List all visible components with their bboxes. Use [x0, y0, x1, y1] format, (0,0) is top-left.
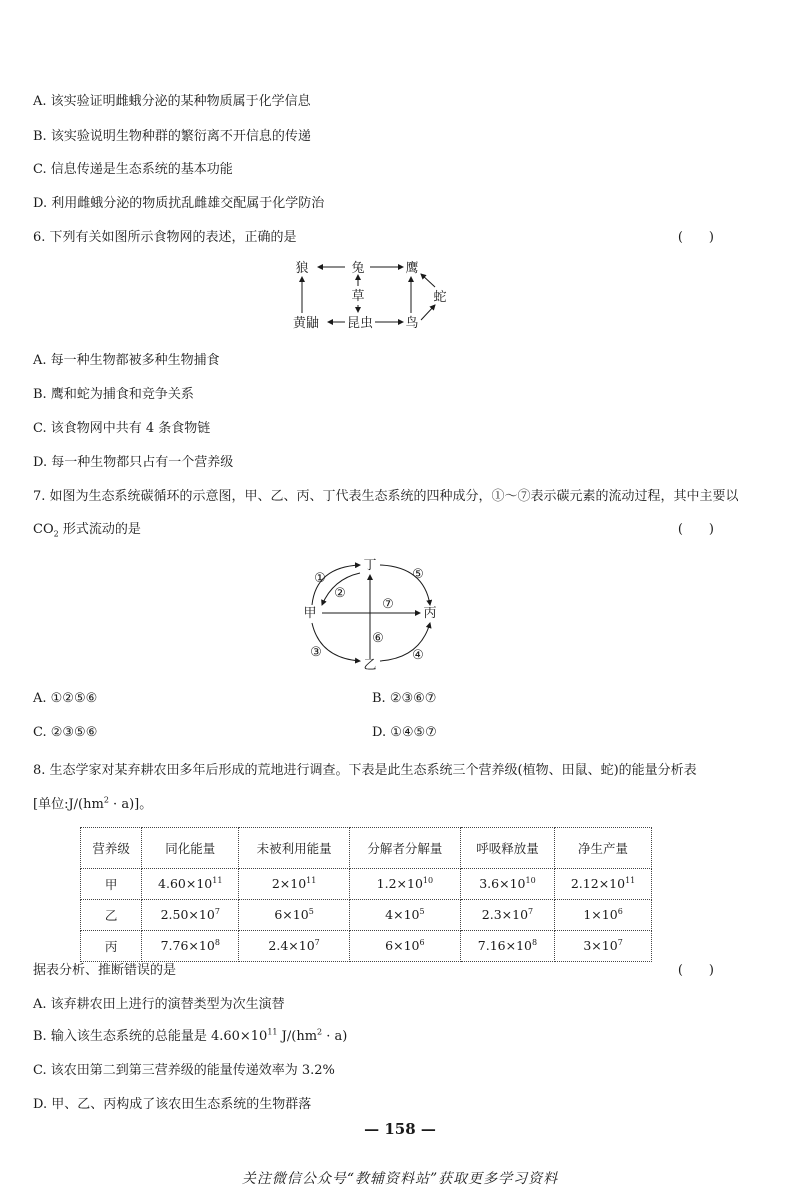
energy-value-cell	[349, 900, 460, 931]
cell-exponent: 5	[419, 907, 425, 917]
label-2: ②	[334, 586, 346, 601]
cell-exponent: 7	[617, 938, 623, 948]
cell-mantissa: 6×10	[385, 938, 420, 954]
node-jia: 甲	[303, 606, 317, 621]
cell-exponent: 8	[532, 938, 538, 948]
cell-mantissa: 2.4×10	[268, 938, 315, 954]
energy-value-cell	[142, 900, 239, 931]
food-web-diagram	[280, 250, 460, 335]
table-row	[81, 900, 652, 931]
energy-value-cell	[460, 931, 554, 962]
cell-exponent: 6	[617, 907, 623, 917]
q7-stem: 7. 如图为生态系统碳循环的示意图，甲、乙、丙、丁代表生态系统的四种成分，①～⑦表示碳元素的流动过程，其中主要以	[33, 489, 739, 504]
q8-question: 据表分析、推断错误的是	[33, 963, 177, 978]
energy-value-cell	[239, 931, 350, 962]
energy-value-cell	[239, 869, 350, 900]
q8-unit	[33, 793, 152, 812]
label-4: ④	[412, 648, 424, 663]
q5-option-b: B. 该实验说明生物种群的繁衍离不开信息的传递	[33, 129, 311, 144]
q8-unit-text: [单位:J/(hm	[33, 797, 104, 812]
footer-note: 关注微信公众号“教辅资料站”获取更多学习资料	[241, 1171, 559, 1187]
cell-text: 丙	[104, 939, 118, 954]
header-decomposed: 分解者分解量	[349, 828, 460, 869]
header-trophic-level: 营养级	[81, 828, 142, 869]
cell-exponent: 10	[422, 876, 434, 886]
cell-mantissa: 7.16×10	[477, 938, 533, 954]
q8-option-b-tail: · a)	[322, 1029, 348, 1044]
cell-mantissa: 7.76×10	[160, 938, 215, 954]
energy-table	[80, 827, 652, 962]
q8-option-b-unit-sup: 2	[317, 1027, 323, 1037]
header-assimilated: 同化能量	[142, 828, 239, 869]
co2-subscript: 2	[53, 529, 59, 539]
cell-exponent: 8	[214, 938, 220, 948]
label-1: ①	[314, 571, 326, 586]
cell-exponent: 7	[314, 938, 320, 948]
energy-value-cell	[349, 869, 460, 900]
q8-option-d: D. 甲、乙、丙构成了该农田生态系统的生物群落	[33, 1097, 312, 1112]
cell-mantissa: 2.3×10	[481, 907, 529, 923]
label-7: ⑦	[382, 597, 394, 612]
energy-value-cell	[349, 931, 460, 962]
q7-option-d: D. ①④⑤⑦	[372, 725, 437, 740]
trophic-level-cell	[81, 900, 142, 931]
energy-value-cell	[460, 900, 554, 931]
cell-text: 甲	[104, 877, 118, 892]
cell-exponent: 11	[306, 876, 317, 886]
q8-unit-tail: · a)]。	[108, 797, 153, 812]
cell-mantissa: 2×10	[271, 876, 307, 892]
node-grass: 草	[351, 289, 365, 304]
cell-mantissa: 6×10	[274, 907, 309, 923]
q8-unit-sup: 2	[103, 795, 109, 805]
cell-exponent: 7	[528, 907, 534, 917]
q6-stem: 6. 下列有关如图所示食物网的表述，正确的是	[33, 230, 297, 245]
energy-value-cell	[460, 869, 554, 900]
cell-exponent: 6	[419, 938, 425, 948]
cell-exponent: 7	[214, 907, 220, 917]
energy-value-cell	[555, 931, 652, 962]
q8-stem: 8. 生态学家对某弃耕农田多年后形成的荒地进行调查。下表是此生态系统三个营养级(植物、田鼠、蛇)的能量分析表	[33, 763, 697, 778]
node-rabbit: 兔	[351, 261, 365, 276]
q8-answer-bracket: ( )	[677, 963, 714, 978]
cell-exponent: 11	[212, 876, 223, 886]
energy-value-cell	[142, 869, 239, 900]
cell-mantissa: 4×10	[385, 907, 420, 923]
q6-option-a: A. 每一种生物都被多种生物捕食	[33, 353, 220, 368]
node-insect: 昆虫	[346, 316, 374, 331]
node-bing: 丙	[423, 606, 437, 621]
q7-stem-line2	[33, 518, 141, 539]
q5-option-a: A. 该实验证明雌蛾分泌的某种物质属于化学信息	[33, 94, 311, 109]
table-row	[81, 869, 652, 900]
q7-answer-bracket: ( )	[677, 522, 714, 537]
q6-option-b: B. 鹰和蛇为捕食和竞争关系	[33, 387, 194, 402]
q6-option-c: C. 该食物网中共有 4 条食物链	[33, 421, 211, 436]
q8-option-c: C. 该农田第二到第三营养级的能量传递效率为 3.2%	[33, 1063, 335, 1078]
q8-option-b-text: B. 输入该生态系统的总能量是 4.60×10	[33, 1029, 268, 1044]
cell-mantissa: 2.50×10	[160, 907, 215, 923]
table-row	[81, 931, 652, 962]
cell-mantissa: 1.2×10	[376, 876, 423, 892]
cell-mantissa: 2.12×10	[570, 876, 626, 892]
q8-option-b-unit: J/(hm	[277, 1029, 318, 1044]
cell-mantissa: 1×10	[583, 907, 618, 923]
label-6: ⑥	[372, 631, 384, 646]
node-bird: 鸟	[405, 316, 419, 331]
node-wolf: 狼	[295, 261, 309, 276]
trophic-level-cell	[81, 869, 142, 900]
q7-option-a: A. ①②⑤⑥	[33, 691, 98, 706]
arrow-bird-snake	[421, 305, 435, 320]
q5-option-c: C. 信息传递是生态系统的基本功能	[33, 162, 233, 177]
q6-option-d: D. 每一种生物都只占有一个营养级	[33, 455, 234, 470]
node-eagle: 鹰	[405, 261, 419, 276]
header-respiration: 呼吸释放量	[460, 828, 554, 869]
cell-mantissa: 3.6×10	[479, 876, 526, 892]
q6-answer-bracket: ( )	[677, 230, 714, 245]
label-5: ⑤	[412, 567, 424, 582]
trophic-level-cell	[81, 931, 142, 962]
page-number: — 158 —	[364, 1120, 436, 1138]
node-ding: 丁	[363, 558, 377, 573]
node-oriole: 黄鼬	[292, 316, 320, 331]
q8-option-b	[33, 1025, 347, 1044]
label-3: ③	[310, 645, 322, 660]
cell-exponent: 10	[525, 876, 536, 886]
q7-option-c: C. ②③⑤⑥	[33, 725, 98, 740]
arrow-snake-eagle	[421, 274, 435, 287]
header-unused: 未被利用能量	[239, 828, 350, 869]
energy-value-cell	[555, 900, 652, 931]
energy-value-cell	[142, 931, 239, 962]
q7-stem-tail: 形式流动的是	[58, 522, 141, 537]
q8-option-a: A. 该弃耕农田上进行的演替类型为次生演替	[33, 997, 285, 1012]
co2-formula: CO	[33, 522, 54, 537]
table-header-row	[81, 828, 652, 869]
cell-mantissa: 3×10	[583, 938, 618, 954]
carbon-cycle-diagram	[298, 555, 448, 670]
q7-option-b: B. ②③⑥⑦	[372, 691, 437, 706]
energy-value-cell	[239, 900, 350, 931]
q8-option-b-exp: 11	[267, 1027, 278, 1037]
cell-exponent: 5	[308, 907, 314, 917]
cell-exponent: 11	[625, 876, 636, 886]
cell-text: 乙	[104, 908, 118, 923]
node-snake: 蛇	[433, 290, 447, 305]
cell-mantissa: 4.60×10	[158, 876, 213, 892]
q5-option-d: D. 利用雌蛾分泌的物质扰乱雌雄交配属于化学防治	[33, 196, 325, 211]
header-net-production: 净生产量	[555, 828, 652, 869]
node-yi: 乙	[363, 658, 377, 670]
energy-value-cell	[555, 869, 652, 900]
